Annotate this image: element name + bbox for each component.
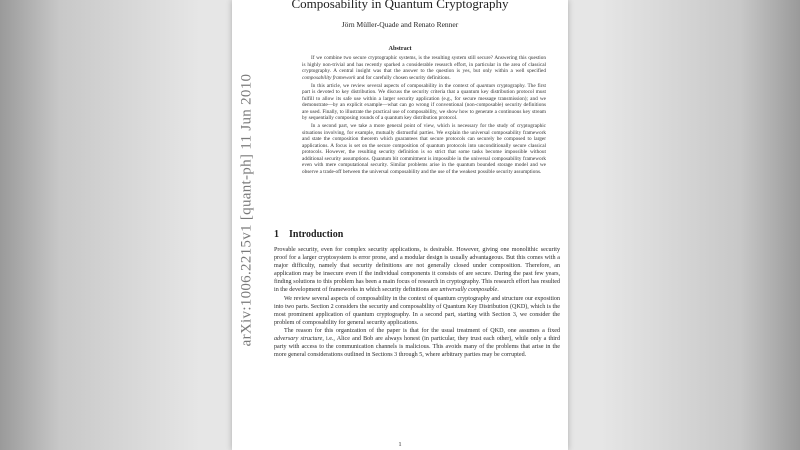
abstract (302, 55, 546, 177)
section-number: 1 (274, 229, 279, 240)
section-title: Introduction (289, 229, 344, 240)
page-number: 1 (398, 441, 402, 448)
body-paragraph: We review several aspects of composability in the context of quantum cryptography and structure our exposition into two parts. Section 2 considers the security and composability of Quantum Key Distribution (QKD), which is the most prominent application of quantum cryptography. In a second part, starting with Section 3, we consider the problem of composability for general security applications. (274, 295, 560, 326)
body-text: The reason for this organization of the paper is that for the usual treatment of QKD, one assumes a fixed adversary structure, i.e., Alice and Bob are always honest (in particular, they trust each other), while only a third party with access to the communication channels is malicious. This avoids many of the problems that arise in the more general considerations outlined in Sections 3 through 5, where arbitrary parties may be corrupted. (274, 327, 561, 359)
abstract-paragraph (302, 55, 546, 81)
body-paragraph (274, 246, 560, 295)
abstract-paragraph: In a second part, we take a more general point of view, which is necessary for the study of cryptographic situations involving, for example, mutually distrustful parties. We explain the universal composability framework and state the composition theorem which guarantees that secure protocols can securely be composed to larger applications. A focus is set on the secure composition of quantum protocols into unconditionally secure classical protocols. However, the resulting security definition is so strict that some tasks become impossible without additional security assumptions. Quantum bit commitment is impossible in the universal composability framework even with mere computational security. Similar problems arise in the quantum bounded storage model and we observe a trade-off between the universal composability and the use of the weakest possible security assumptions. (302, 123, 546, 175)
abstract-heading: Abstract (388, 45, 412, 52)
section-body (274, 246, 560, 359)
abstract-text: In this article, we review several aspects of composability in the context of quantum cryptography. The first part is devoted to key distribution. We discuss the security criteria that a quantum key distribution protocol must fulfill to allow its safe use within a larger security application (e.g., for secure message transmission); and we demonstrate—by an explicit example—what can go wrong if conventional (non-composable) security definitions are used. Finally, to illustrate the practical use of composability, we show how to generate a continuous key stream by sequentially composing rounds of a quantum key distribution protocol. (302, 82, 546, 121)
arxiv-stamp (232, 0, 262, 450)
abstract-paragraph (302, 83, 546, 122)
body-text: Provable security, even for complex security applications, is desirable. However, giving one monolithic security proof for a larger cryptosystem is error prone, and a modular design is usually advantageous. But this comes with a major difficulty, namely that security definitions are not generally closed under composition. Therefore, an application may be insecure even if the individual components it consists of are secure. During the past few years, finding solutions to this problem has been a main focus of research in cryptography. This research effort has resulted in the development of frameworks in which security definitions are universally composable. (274, 247, 560, 294)
paper-authors: Jörn Müller-Quade and Renato Renner (341, 20, 459, 29)
pdf-page (232, 0, 568, 450)
section-heading (274, 229, 343, 240)
arxiv-identifier: arXiv:1006.2215v1 [quant-ph] 11 Jun 2010 (238, 73, 255, 347)
body-paragraph (274, 327, 560, 359)
paper-title: Composability in Quantum Cryptography (291, 0, 509, 11)
abstract-text: If we combine two secure cryptographic systems, is the resulting system still secure? Answering this question is highly non-trivial and has recently sparked a considerable research effort, in particular in the area of classical cryptography. A central insight was that the answer to the question is yes, but only within a well specified composability framework and for carefully chosen security definitions. (302, 55, 546, 81)
